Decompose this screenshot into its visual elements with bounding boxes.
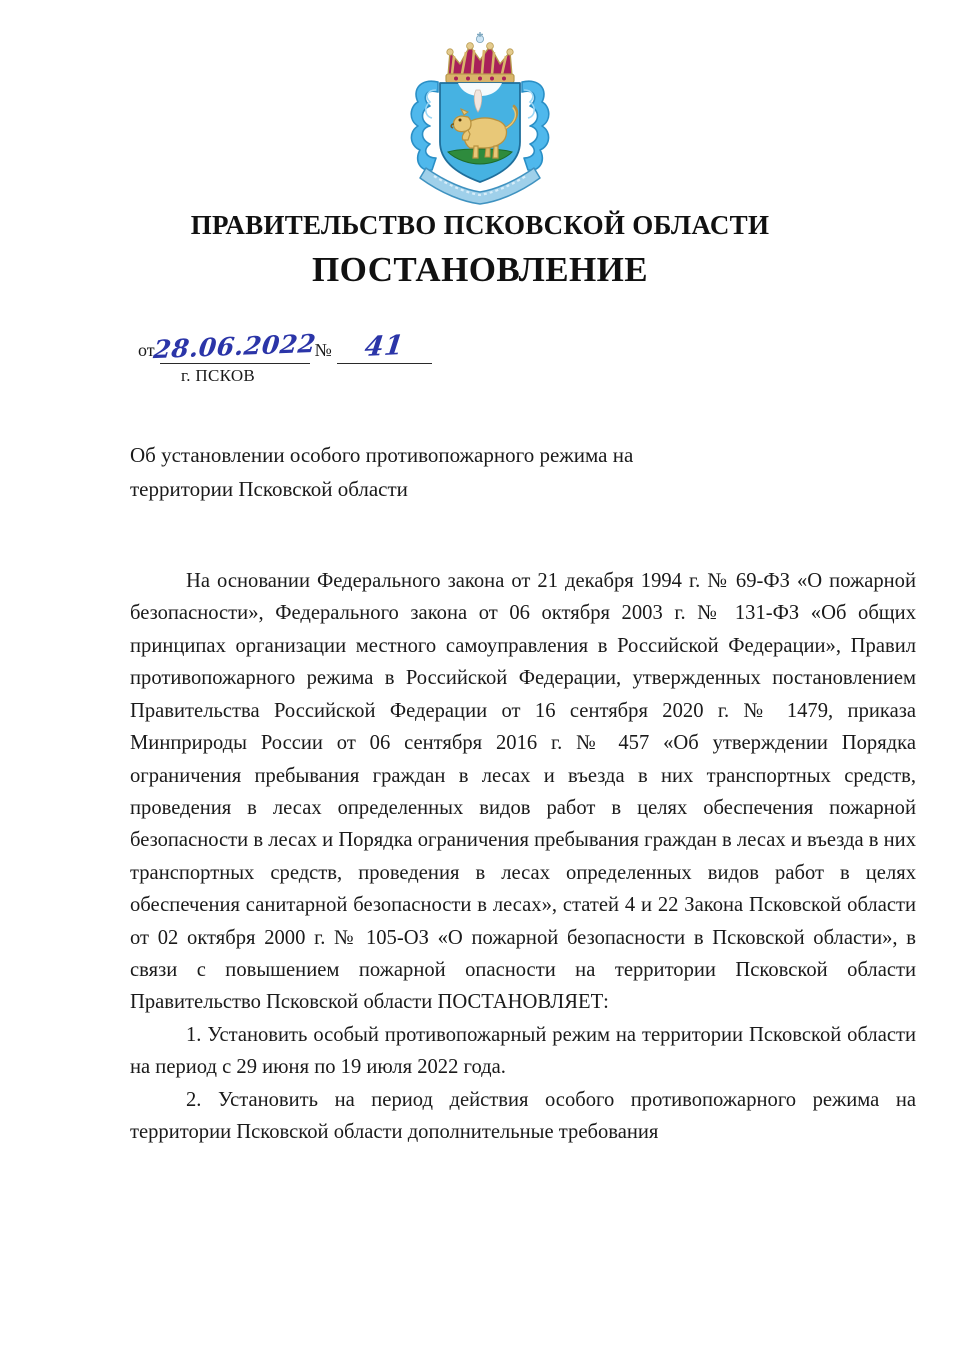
shield xyxy=(440,83,520,182)
body-paragraph-preamble: На основании Федерального закона от 21 декабря 1994 г. № 69-ФЗ «О пожарной безопасности», Федерального закона от 06 октября 2003 г. № 131-ФЗ «Об общих принципах организации местного самоуправления в Российской Федерации», Правил противопожарного режима в Российской Федерации, утвержденных постановлением Правительства Российской Федерации от 16 сентября 2020 г. № 1479, приказа Минприроды России от 06 сентября 2016 г. № 457 «Об утверждении Порядка ограничения пребывания граждан в лесах и въезда в них транспортных средств, проведения в лесах определенных видов работ в целях обеспечения пожарной безопасности в лесах и Порядка ограничения пребывания граждан в лесах и въезда в них транспортных средств, проведения в лесах определенных видов работ в целях обеспечения санитарной безопасности в лесах», статей 4 и 22 Закона Псковской области от 02 октября 2000 г. № 105-ОЗ «О пожарной безопасности в Псковской области», в связи с повышением пожарной опасности на территории Псковской области Правительство Псковской области ПОСТАНОВЛЯЕТ: xyxy=(130,570,916,1014)
mantling-right xyxy=(522,81,549,170)
document-subject: Об установлении особого противопожарного режима на территории Псковской области xyxy=(130,443,634,502)
document-body xyxy=(130,565,916,1149)
number-label: № xyxy=(314,340,332,360)
date-handwritten-value: 28.06.2022 xyxy=(152,328,318,365)
date-number-line xyxy=(138,328,437,365)
document-type-heading: ПОСТАНОВЛЕНИЕ xyxy=(312,250,648,289)
body-paragraph-item-2: 2. Установить на период действия особого противопожарного режима на территории Псковской области дополнительные требования xyxy=(130,1088,916,1144)
mantling-left xyxy=(411,81,438,170)
body-paragraph-item-1: 1. Установить особый противопожарный режим на территории Псковской области на период с 29 июня по 19 июля 2022 года. xyxy=(130,1023,916,1079)
organization-title: ПРАВИТЕЛЬСТВО ПСКОВСКОЙ ОБЛАСТИ xyxy=(190,210,770,240)
number-handwritten-value: 41 xyxy=(362,330,406,363)
number-field[interactable] xyxy=(337,330,432,364)
coat-of-arms-container xyxy=(0,30,960,205)
crown-icon xyxy=(446,32,514,83)
date-label: от xyxy=(138,340,155,360)
coat-of-arms-pskov-oblast-icon xyxy=(390,30,570,205)
city-label: г. ПСКОВ xyxy=(180,366,256,385)
date-field[interactable] xyxy=(152,328,318,365)
